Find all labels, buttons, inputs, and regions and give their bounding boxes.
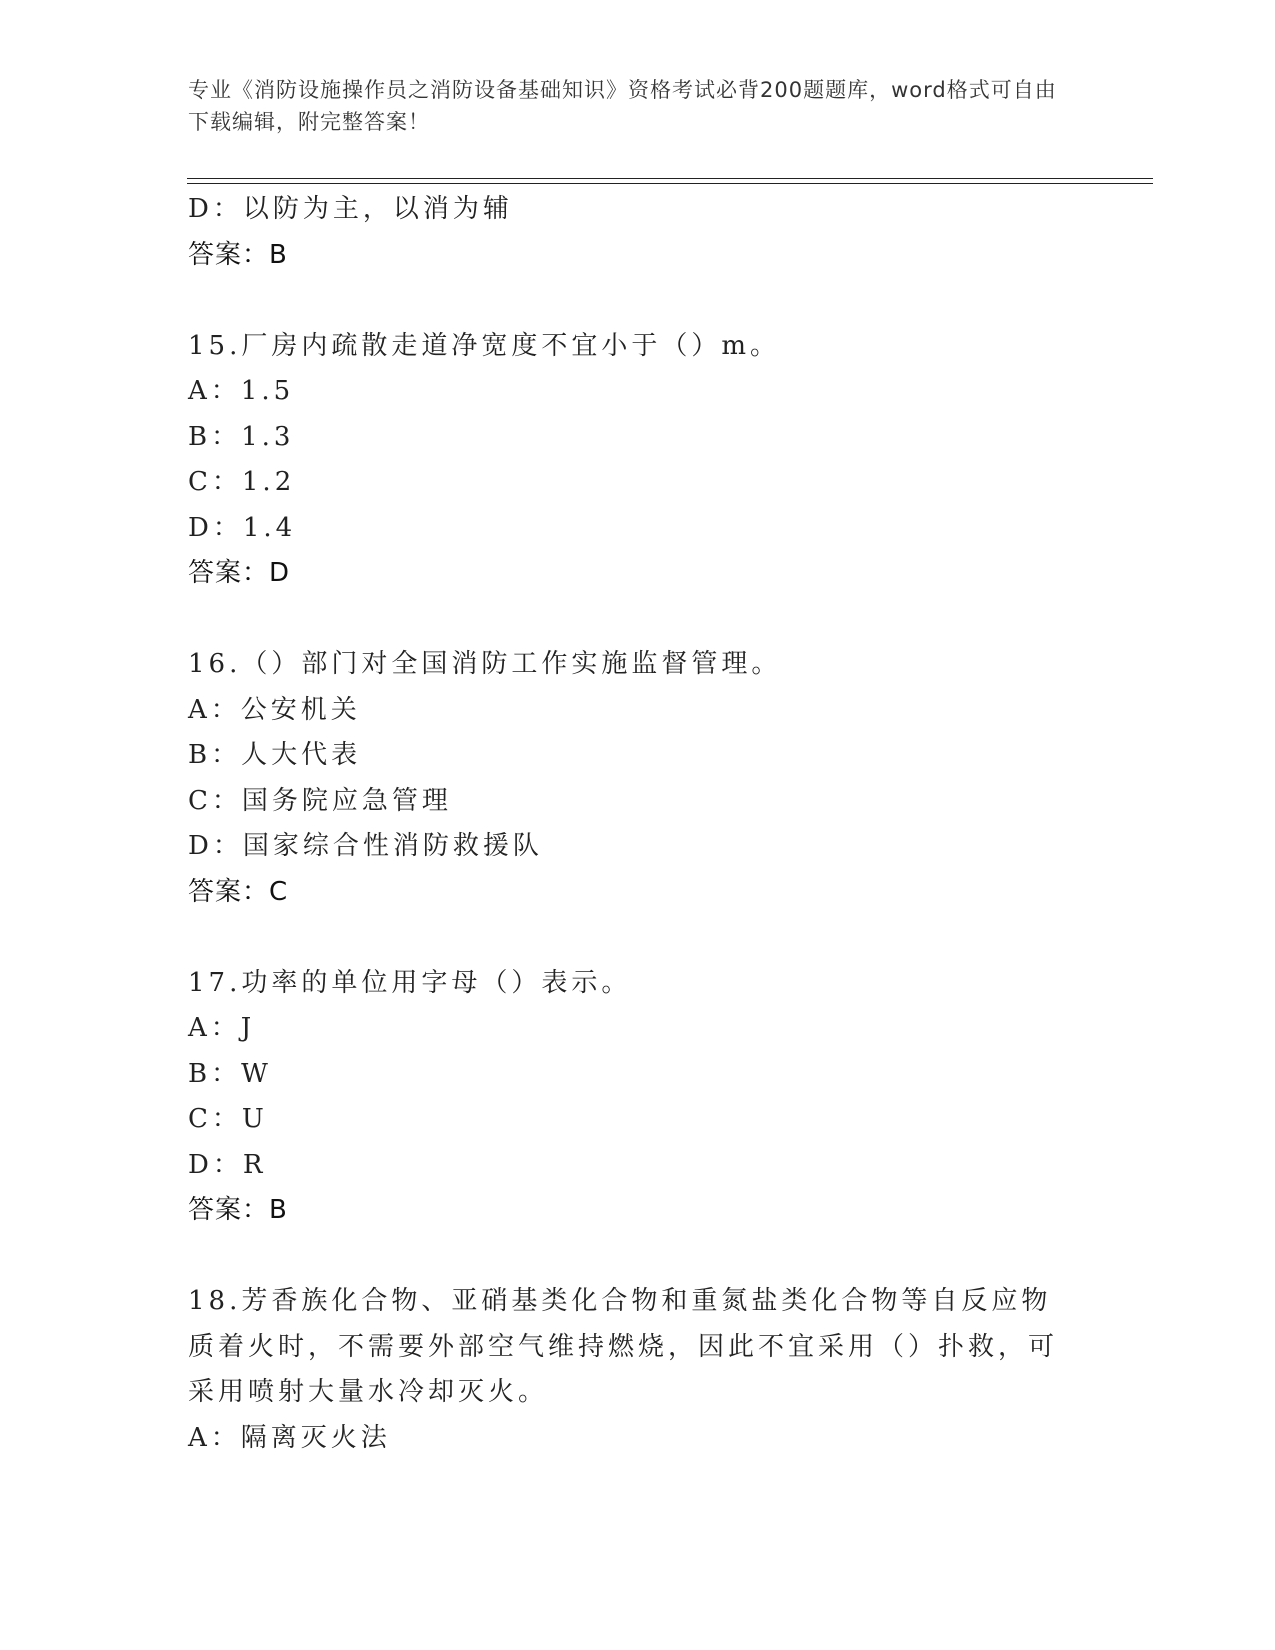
option-b: B：人大代表 (188, 740, 362, 770)
option-a: A：公安机关 (188, 694, 361, 725)
option-b: B：W (188, 1058, 272, 1089)
question-text: 17.功率的单位用字母（）表示。 (188, 967, 632, 998)
document-header: 专业《消防设施操作员之消防设备基础知识》资格考试必背200题题库，word格式可自由下载编辑，附完整答案！ (188, 78, 1057, 134)
option-d: D：以防为主，以消为辅 (188, 194, 513, 224)
answer-line: 答案：B (188, 239, 288, 270)
option-c: C：1.2 (188, 467, 296, 497)
header-rule-top (187, 178, 1153, 179)
question-list (188, 187, 1088, 1461)
question-18 (188, 1279, 1088, 1461)
question-text: 18.芳香族化合物、亚硝基类化合物和重氮盐类化合物等自反应物质着火时，不需要外部空气维持燃烧，因此不宜采用（）扑救，可采用喷射大量水冷却灭火。 (188, 1286, 1059, 1407)
question-15 (188, 324, 1088, 597)
option-a: A：1.5 (188, 376, 295, 406)
option-d: D：国家综合性消防救援队 (188, 831, 543, 861)
question-16 (188, 642, 1088, 915)
option-c: C：国务院应急管理 (188, 785, 452, 816)
question-text: 15.厂房内疏散走道净宽度不宜小于（）m。 (188, 330, 781, 361)
answer-line: 答案：C (188, 876, 289, 907)
answer-line: 答案：B (188, 1195, 288, 1225)
answer-line: 答案：D (188, 558, 291, 588)
question-text: 16.（）部门对全国消防工作实施监督管理。 (188, 649, 782, 679)
option-a: A：J (188, 1013, 256, 1043)
question-17 (188, 961, 1088, 1234)
option-d: D：R (188, 1149, 267, 1180)
header-rule-bottom (187, 183, 1153, 184)
option-d: D：1.4 (188, 512, 297, 543)
option-c: C：U (188, 1104, 268, 1134)
option-a: A：隔离灭火法 (188, 1422, 391, 1453)
option-b: B：1.3 (188, 421, 295, 452)
